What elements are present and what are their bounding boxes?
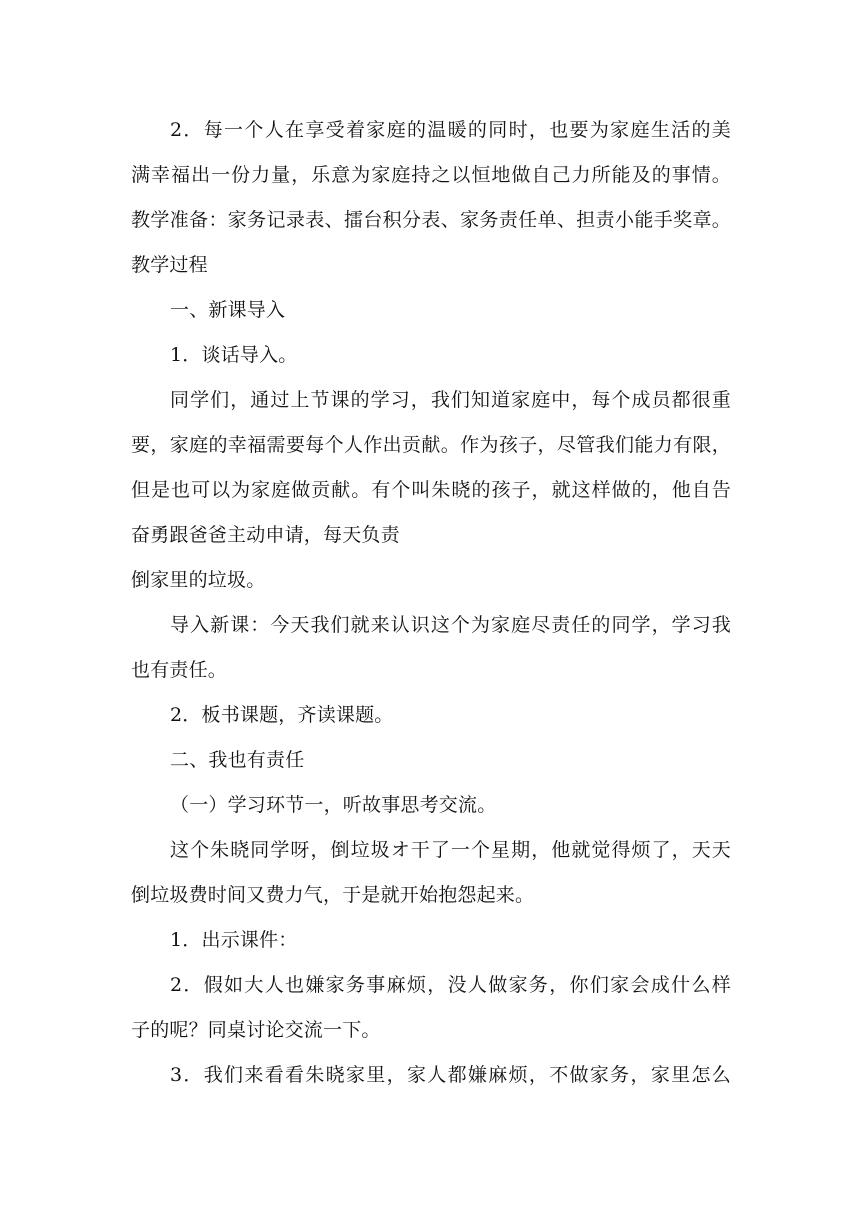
paragraph-line: 倒垃圾费时间又费力气，于是就开始抱怨起来。 bbox=[131, 884, 535, 906]
paragraph-line: 要，家庭的幸福需要每个人作出贡献。作为孩子，尽管我们能力有限， bbox=[131, 434, 731, 456]
paragraph-line: 满幸福出一份力量，乐意为家庭持之以恒地做自己力所能及的事情。 bbox=[131, 164, 731, 186]
paragraph-line: 子的呢？同桌讨论交流一下。 bbox=[131, 1019, 381, 1041]
paragraph-line: 教学准备：家务记录表、擂台积分表、家务责任单、担责小能手奖章。 bbox=[131, 209, 731, 231]
section-heading: 教学过程 bbox=[131, 254, 208, 276]
subsection-heading: 2．板书课题，齐读课题。 bbox=[170, 704, 394, 726]
paragraph-line: 但是也可以为家庭做贡献。有个叫朱晓的孩子，就这样做的，他自告 bbox=[131, 479, 731, 501]
list-item: 1．出示课件： bbox=[170, 929, 298, 951]
subsection-heading: 1．谈话导入。 bbox=[170, 344, 298, 366]
paragraph-line: 导入新课：今天我们就来认识这个为家庭尽责任的同学，学习我 bbox=[170, 614, 731, 636]
list-item: 2．假如大人也嫌家务事麻烦，没人做家务，你们家会成什么样 bbox=[170, 974, 731, 996]
list-item: 3．我们来看看朱晓家里，家人都嫌麻烦，不做家务，家里怎么 bbox=[170, 1064, 731, 1086]
paragraph-line: 2．每一个人在享受着家庭的温暖的同时，也要为家庭生活的美 bbox=[170, 119, 731, 141]
paragraph-line: 也有责任。 bbox=[131, 659, 228, 681]
paragraph-line: 同学们，通过上节课的学习，我们知道家庭中，每个成员都很重 bbox=[170, 389, 731, 411]
section-heading: 一、新课导入 bbox=[170, 299, 286, 321]
paragraph-line: 这个朱晓同学呀，倒垃圾オ干了一个星期，他就觉得烦了，天天 bbox=[170, 839, 731, 861]
paragraph-line: 倒家里的垃圾。 bbox=[131, 569, 266, 591]
subsection-heading: （一）学习环节一，听故事思考交流。 bbox=[170, 794, 497, 816]
section-heading: 二、我也有责任 bbox=[170, 749, 305, 771]
paragraph-line: 奋勇跟爸爸主动申请，每天负责 bbox=[131, 524, 400, 546]
